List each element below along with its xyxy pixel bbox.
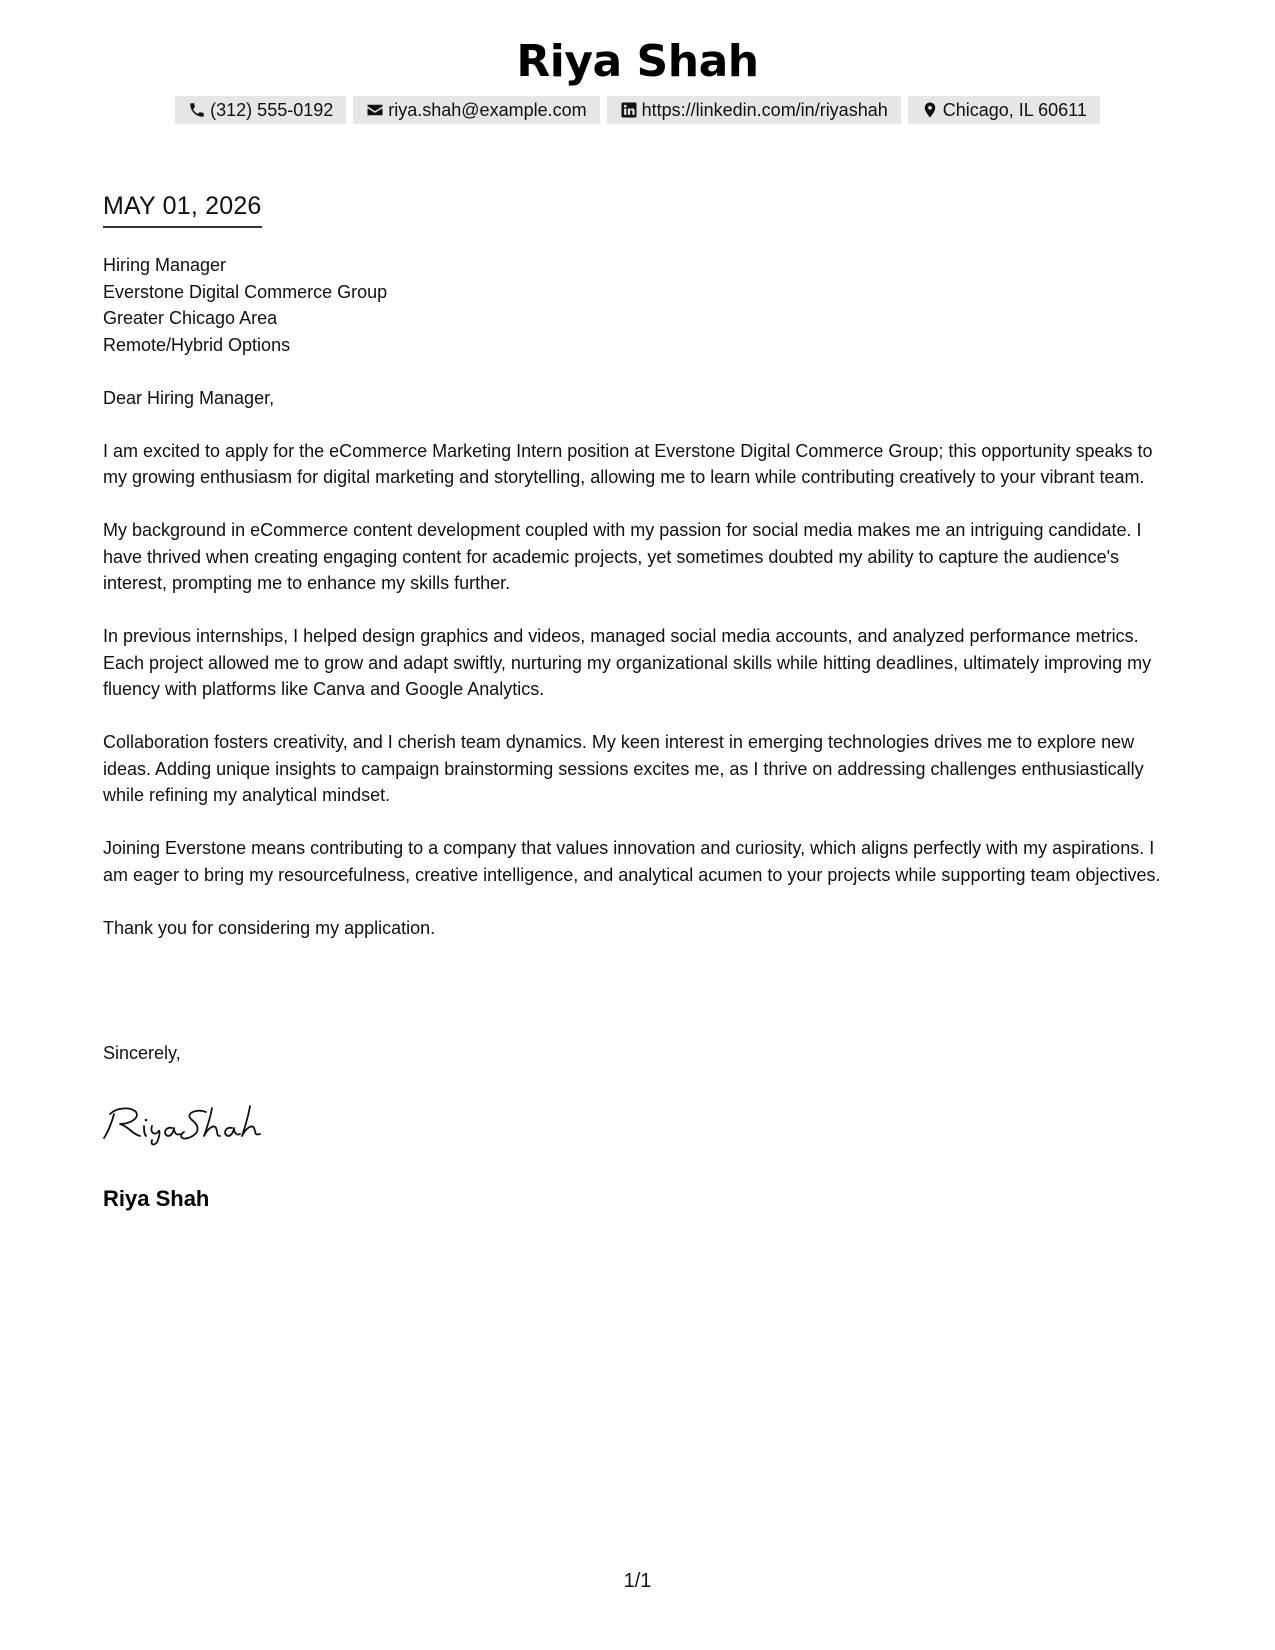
body-paragraph: Joining Everstone means contributing to a company that values innovation and curiosity, which aligns perfectly with my aspirations. I am eager to bring my resourcefulness, creative intelligence, and analytical acumen to your projects while supporting team objectives. <box>103 838 1161 885</box>
body-paragraph: My background in eCommerce content development coupled with my passion for social media makes me an intriguing candidate. I have thrived when creating engaging content for academic projects, yet sometimes doubted my ability to capture the audience's interest, prompting me to enhance my skills further. <box>103 520 1142 593</box>
letter-header <box>0 34 1275 124</box>
location-text: Chicago, IL 60611 <box>942 99 1087 120</box>
contact-linkedin <box>607 96 901 124</box>
recipient-location: Greater Chicago Area <box>103 308 278 328</box>
contact-phone <box>175 96 346 124</box>
email-text: riya.shah@example.com <box>388 99 587 120</box>
recipient-title: Hiring Manager <box>103 255 227 275</box>
letter-body <box>103 252 1173 941</box>
phone-text: (312) 555-0192 <box>210 99 334 120</box>
phone-icon <box>188 101 206 119</box>
map-pin-icon <box>921 101 939 119</box>
letter-date-block <box>103 192 262 228</box>
contact-location <box>908 96 1100 124</box>
body-paragraph: I am excited to apply for the eCommerce Marketing Intern position at Everstone Digital Commerce Group; this opportunity speaks to my growing enthusiasm for digital marketing and storytelling, allowing me to learn while contributing creatively to your vibrant team. <box>103 440 1153 487</box>
closing: Sincerely, <box>103 1043 181 1063</box>
handwritten-signature <box>100 1100 270 1148</box>
linkedin-icon <box>620 101 638 119</box>
body-paragraph: Collaboration fosters creativity, and I cherish team dynamics. My keen interest in emerging technologies drives me to explore new ideas. Adding unique insights to campaign brainstorming sessions excites me, as I thrive on addressing challenges enthusiastically while refining my analytical mindset. <box>103 732 1144 805</box>
recipient-company: Everstone Digital Commerce Group <box>103 281 388 302</box>
recipient-work-mode: Remote/Hybrid Options <box>103 334 291 355</box>
page-number: 1/1 <box>623 1570 652 1592</box>
applicant-name: Riya Shah <box>516 36 759 87</box>
letter-date: MAY 01, 2026 <box>103 192 262 228</box>
body-paragraph: In previous internships, I helped design graphics and videos, managed social media accounts, and analyzed performance metrics. Each project allowed me to grow and adapt swiftly, nurturing my organizational skills while hitting deadlines, ultimately improving my fluency with platforms like Canva and Google Analytics. <box>103 626 1152 699</box>
contact-info-row <box>0 96 1275 124</box>
salutation: Dear Hiring Manager, <box>103 387 275 408</box>
thank-you-line: Thank you for considering my application. <box>103 917 436 938</box>
envelope-icon <box>366 101 384 119</box>
signer-name: Riya Shah <box>103 1186 210 1211</box>
contact-email <box>353 96 599 124</box>
recipient-block <box>103 252 1173 358</box>
linkedin-text: https://linkedin.com/in/riyashah <box>641 99 888 120</box>
